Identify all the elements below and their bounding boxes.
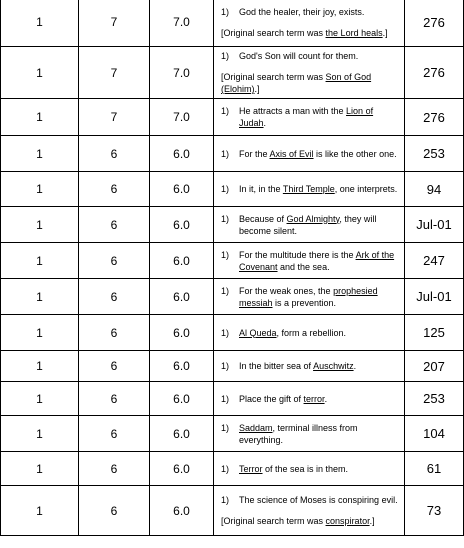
cell-col2: 7 xyxy=(79,99,150,136)
cell-col1: 1 xyxy=(1,243,79,279)
item-text xyxy=(239,183,398,195)
table-row xyxy=(1,279,464,315)
table-row xyxy=(1,99,464,136)
cell-col5: Jul-01 xyxy=(405,207,464,243)
item-text xyxy=(239,360,398,372)
item-number: 1) xyxy=(221,213,230,224)
cell-col3: 6.0 xyxy=(150,207,214,243)
item-number: 1) xyxy=(221,148,230,159)
cell-description xyxy=(214,0,405,47)
table-row xyxy=(1,243,464,279)
cell-col5: 276 xyxy=(405,47,464,99)
text-before-link: In the bitter sea of xyxy=(239,361,314,371)
cell-description xyxy=(214,382,405,416)
description-item xyxy=(221,183,398,195)
cell-col1: 1 xyxy=(1,486,79,536)
table-row xyxy=(1,315,464,351)
description-item xyxy=(221,360,398,372)
text-before-link: For the xyxy=(239,148,270,159)
table-row xyxy=(1,172,464,207)
search-term-link[interactable]: terror xyxy=(303,393,325,404)
cell-col2: 6 xyxy=(79,486,150,536)
item-number: 1) xyxy=(221,495,230,505)
cell-description xyxy=(214,486,405,536)
item-text xyxy=(239,393,398,405)
cell-description xyxy=(214,279,405,315)
table-row xyxy=(1,452,464,486)
description-item xyxy=(221,327,398,339)
cell-col3: 6.0 xyxy=(150,172,214,207)
note-text: [Original search term was xyxy=(221,27,326,38)
cell-col1: 1 xyxy=(1,172,79,207)
cell-col2: 7 xyxy=(79,47,150,99)
note-text-end: .] xyxy=(369,516,375,526)
cell-col2: 6 xyxy=(79,416,150,452)
cell-description xyxy=(214,99,405,136)
description-item xyxy=(221,105,398,129)
cell-description xyxy=(214,416,405,452)
cell-col2: 6 xyxy=(79,279,150,315)
cell-col1: 1 xyxy=(1,47,79,99)
cell-col2: 6 xyxy=(79,351,150,382)
text-after-link: of the sea is in them. xyxy=(262,463,349,474)
cell-col3: 6.0 xyxy=(150,351,214,382)
text-after-link: and the sea. xyxy=(277,261,330,272)
cell-col2: 6 xyxy=(79,172,150,207)
description-item xyxy=(221,463,398,475)
description-item xyxy=(221,285,398,309)
text-after-link: . xyxy=(353,361,357,371)
cell-col2: 6 xyxy=(79,452,150,486)
cell-col1: 1 xyxy=(1,279,79,315)
cell-col3: 6.0 xyxy=(150,243,214,279)
description-item xyxy=(221,6,398,18)
original-term-link[interactable]: conspirator xyxy=(325,516,370,526)
table-row xyxy=(1,136,464,172)
cell-col3: 7.0 xyxy=(150,0,214,47)
item-text xyxy=(239,6,398,18)
results-table-body xyxy=(1,0,464,536)
search-term-link[interactable]: Lion of Judah xyxy=(239,106,374,128)
table-row xyxy=(1,207,464,243)
cell-col3: 6.0 xyxy=(150,279,214,315)
item-text xyxy=(239,285,398,309)
cell-col5: 247 xyxy=(405,243,464,279)
item-number: 1) xyxy=(221,463,230,474)
search-term-link[interactable]: Auschwitz xyxy=(313,361,354,371)
cell-col2: 6 xyxy=(79,136,150,172)
description-item xyxy=(221,213,398,237)
note-text-end: .] xyxy=(382,27,388,38)
cell-col1: 1 xyxy=(1,207,79,243)
text-before-link: God's Son will count for them. xyxy=(239,51,359,61)
cell-description xyxy=(214,351,405,382)
search-term-link[interactable]: Ark of the Covenant xyxy=(239,249,395,272)
original-term-link[interactable]: the Lord heals xyxy=(325,27,383,38)
search-term-link[interactable]: Third Temple xyxy=(282,184,335,194)
item-text xyxy=(239,148,398,160)
description-item xyxy=(221,148,398,160)
search-term-link[interactable]: Terror xyxy=(239,463,263,474)
item-text xyxy=(239,213,398,237)
cell-col2: 6 xyxy=(79,382,150,416)
table-row xyxy=(1,382,464,416)
note-text: [Original search term was xyxy=(221,72,326,82)
cell-col1: 1 xyxy=(1,416,79,452)
text-before-link: For the weak ones, the xyxy=(239,285,334,296)
description-item xyxy=(221,494,398,506)
cell-description xyxy=(214,315,405,351)
cell-description xyxy=(214,136,405,172)
cell-col5: 73 xyxy=(405,486,464,536)
cell-col5: 276 xyxy=(405,99,464,136)
item-text xyxy=(239,327,398,339)
text-before-link: God the healer, their joy, exists. xyxy=(239,6,365,17)
item-number: 1) xyxy=(221,184,230,194)
table-row xyxy=(1,486,464,536)
text-before-link: The science of Moses is conspiring evil. xyxy=(239,495,398,505)
note-text-end: .] xyxy=(254,84,260,94)
search-term-link[interactable]: Saddam xyxy=(239,422,273,433)
cell-description xyxy=(214,243,405,279)
description-item xyxy=(221,50,398,62)
item-number: 1) xyxy=(221,361,230,371)
item-text xyxy=(239,422,398,446)
cell-col3: 6.0 xyxy=(150,452,214,486)
text-before-link: In it, in the xyxy=(239,184,283,194)
text-after-link: , terminal illness from everything. xyxy=(239,422,358,445)
description-item xyxy=(221,422,398,446)
item-number: 1) xyxy=(221,327,230,338)
table-row xyxy=(1,47,464,99)
cell-col2: 7 xyxy=(79,0,150,47)
cell-description xyxy=(214,172,405,207)
cell-col5: 253 xyxy=(405,136,464,172)
cell-col3: 6.0 xyxy=(150,416,214,452)
cell-col5: 125 xyxy=(405,315,464,351)
original-term-note xyxy=(221,71,398,95)
cell-col5: 104 xyxy=(405,416,464,452)
cell-col5: 61 xyxy=(405,452,464,486)
text-after-link: , form a rebellion. xyxy=(276,327,347,338)
text-after-link: is like the other one. xyxy=(313,148,397,159)
text-after-link: , one interprets. xyxy=(334,184,398,194)
item-text xyxy=(239,463,398,475)
cell-col5: 94 xyxy=(405,172,464,207)
cell-col5: 276 xyxy=(405,0,464,47)
cell-col3: 6.0 xyxy=(150,315,214,351)
search-term-link[interactable]: God Almighty xyxy=(286,213,340,224)
original-term-link[interactable]: Son of God (Elohim) xyxy=(221,72,372,94)
cell-description xyxy=(214,452,405,486)
text-before-link: Place the gift of xyxy=(239,393,304,404)
text-after-link: is a prevention. xyxy=(272,297,337,308)
item-text xyxy=(239,494,398,506)
cell-col3: 6.0 xyxy=(150,136,214,172)
item-text xyxy=(239,105,398,129)
cell-col1: 1 xyxy=(1,136,79,172)
item-number: 1) xyxy=(221,51,230,61)
item-number: 1) xyxy=(221,6,230,17)
item-number: 1) xyxy=(221,106,230,116)
item-text xyxy=(239,50,398,62)
cell-col3: 7.0 xyxy=(150,99,214,136)
text-after-link: . xyxy=(263,118,267,128)
cell-col3: 6.0 xyxy=(150,382,214,416)
search-term-link[interactable]: prophesied messiah xyxy=(239,285,378,308)
text-before-link: Because of xyxy=(239,213,287,224)
item-text xyxy=(239,249,398,273)
text-after-link: , they will become silent. xyxy=(239,213,377,236)
item-number: 1) xyxy=(221,393,230,404)
cell-col3: 6.0 xyxy=(150,486,214,536)
cell-col5: 253 xyxy=(405,382,464,416)
table-row xyxy=(1,0,464,47)
description-item xyxy=(221,393,398,405)
cell-col5: 207 xyxy=(405,351,464,382)
description-item xyxy=(221,249,398,273)
item-number: 1) xyxy=(221,249,230,260)
cell-col5: Jul-01 xyxy=(405,279,464,315)
cell-col2: 6 xyxy=(79,315,150,351)
cell-col3: 7.0 xyxy=(150,47,214,99)
cell-col1: 1 xyxy=(1,382,79,416)
text-before-link: He attracts a man with the xyxy=(239,106,347,116)
cell-col1: 1 xyxy=(1,0,79,47)
search-term-link[interactable]: Al Queda xyxy=(239,327,277,338)
search-term-link[interactable]: Axis of Evil xyxy=(269,148,314,159)
original-term-note xyxy=(221,27,398,39)
cell-col1: 1 xyxy=(1,452,79,486)
table-row xyxy=(1,351,464,382)
cell-col2: 6 xyxy=(79,243,150,279)
note-text: [Original search term was xyxy=(221,516,326,526)
table-row xyxy=(1,416,464,452)
original-term-note xyxy=(221,515,398,527)
cell-col1: 1 xyxy=(1,99,79,136)
cell-description xyxy=(214,207,405,243)
cell-col1: 1 xyxy=(1,315,79,351)
cell-col1: 1 xyxy=(1,351,79,382)
item-number: 1) xyxy=(221,422,230,433)
text-after-link: . xyxy=(324,393,328,404)
cell-col2: 6 xyxy=(79,207,150,243)
item-number: 1) xyxy=(221,285,230,296)
cell-description xyxy=(214,47,405,99)
text-before-link: For the multitude there is the xyxy=(239,249,356,260)
